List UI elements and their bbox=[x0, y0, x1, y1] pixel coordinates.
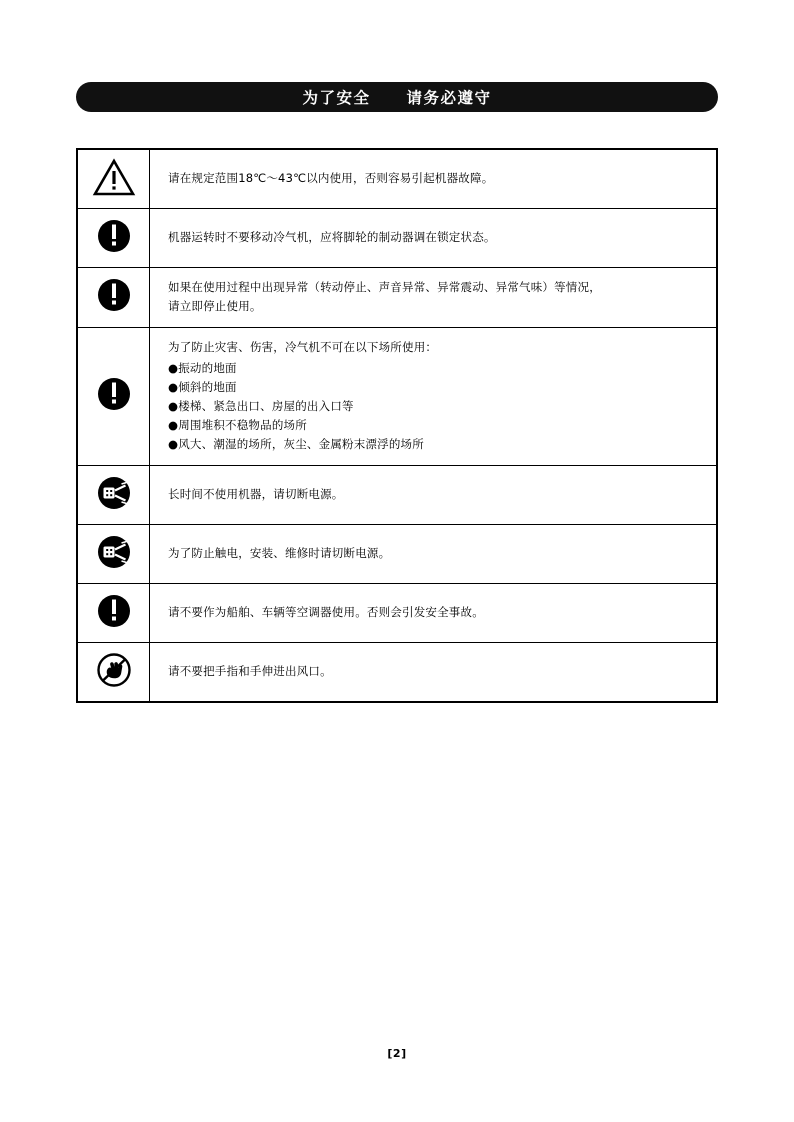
instruction-text bbox=[150, 209, 717, 268]
unplug-icon bbox=[92, 531, 136, 573]
instruction-text bbox=[150, 465, 717, 524]
table-row bbox=[78, 150, 717, 209]
icon-cell bbox=[78, 583, 150, 642]
table-row bbox=[78, 465, 717, 524]
safety-title-text bbox=[302, 86, 491, 108]
icon-cell bbox=[78, 642, 150, 701]
instruction-text bbox=[150, 524, 717, 583]
table-row bbox=[78, 327, 717, 465]
safety-title-banner bbox=[76, 82, 718, 112]
instruction-bullet: ●周围堆积不稳物品的场所 bbox=[168, 417, 307, 432]
unplug-icon bbox=[92, 472, 136, 514]
banner-right-text: 请务必遵守 bbox=[406, 89, 492, 107]
table-row bbox=[78, 268, 717, 328]
icon-cell bbox=[78, 150, 150, 209]
safety-instructions-table bbox=[76, 148, 718, 703]
icon-cell bbox=[78, 524, 150, 583]
instruction-text bbox=[150, 150, 717, 209]
page-number: [2] bbox=[387, 1047, 407, 1060]
instruction-bullet: ●振动的地面 bbox=[168, 360, 237, 375]
instruction-line: 如果在使用过程中出现异常（转动停止、声音异常、异常震动、异常气味）等情况， bbox=[168, 280, 601, 294]
instruction-line: 请不要把手指和手伸进出风口。 bbox=[168, 663, 332, 678]
instruction-text bbox=[150, 583, 717, 642]
instruction-line: 请立即停止使用。 bbox=[168, 298, 262, 313]
instruction-bullet: ●楼梯、紧急出口、房屋的出入口等 bbox=[168, 398, 354, 413]
icon-cell bbox=[78, 327, 150, 465]
instruction-line: 为了防止灾害、伤害，冷气机不可在以下场所使用： bbox=[168, 339, 438, 354]
instruction-bullet: ●风大、潮湿的场所，灰尘、金属粉末漂浮的场所 bbox=[168, 436, 424, 451]
warning-triangle-icon bbox=[92, 156, 136, 198]
table-row bbox=[78, 583, 717, 642]
exclamation-circle-icon bbox=[92, 274, 136, 316]
exclamation-circle-icon bbox=[92, 215, 136, 257]
instruction-text bbox=[150, 642, 717, 701]
instruction-line: 机器运转时不要移动冷气机，应将脚轮的制动器调在锁定状态。 bbox=[168, 230, 496, 245]
instruction-line: 长时间不使用机器，请切断电源。 bbox=[168, 486, 344, 501]
instruction-line: 为了防止触电，安装、维修时请切断电源。 bbox=[168, 545, 391, 560]
icon-cell bbox=[78, 209, 150, 268]
table-row bbox=[78, 209, 717, 268]
instruction-bullet-list bbox=[168, 359, 702, 454]
no-hand-icon bbox=[92, 649, 136, 691]
banner-left-text: 为了安全 bbox=[302, 89, 371, 107]
icon-cell bbox=[78, 465, 150, 524]
instruction-text bbox=[150, 268, 717, 328]
icon-cell bbox=[78, 268, 150, 328]
instruction-line: 请在规定范围18℃～43℃以内使用，否则容易引起机器故障。 bbox=[168, 171, 494, 186]
table-row bbox=[78, 524, 717, 583]
instruction-text bbox=[150, 327, 717, 465]
table-row bbox=[78, 642, 717, 701]
exclamation-circle-icon bbox=[92, 373, 136, 415]
instruction-bullet: ●倾斜的地面 bbox=[168, 379, 237, 394]
exclamation-circle-icon bbox=[92, 590, 136, 632]
instruction-line: 请不要作为船舶、车辆等空调器使用。否则会引发安全事故。 bbox=[168, 604, 484, 619]
